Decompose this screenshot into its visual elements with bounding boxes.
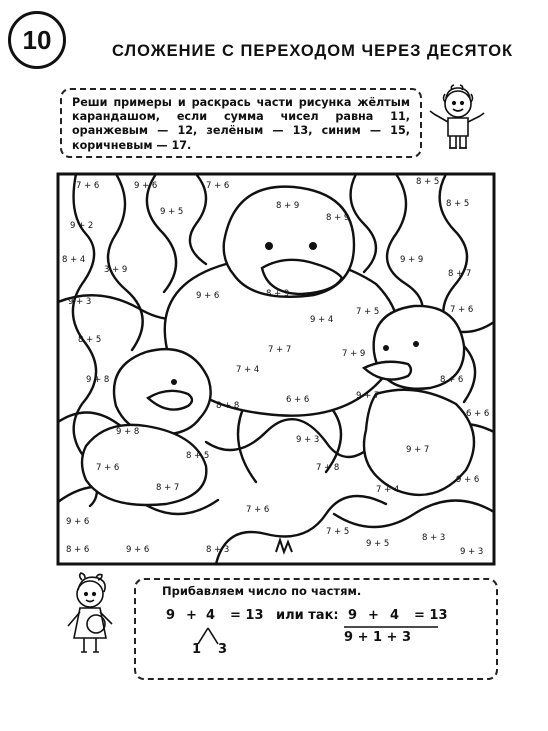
example-label: 7 + 4 [236, 365, 260, 375]
eq1-a: 9 [166, 608, 176, 623]
example-label: 7 + 6 [96, 463, 120, 473]
example-label: 9 + 6 [456, 475, 480, 485]
example-label: 7 + 6 [206, 181, 230, 191]
page-number-badge [8, 11, 66, 69]
example-label: 8 + 6 [440, 375, 464, 385]
page-title: СЛОЖЕНИЕ С ПЕРЕХОДОМ ЧЕРЕЗ ДЕСЯТОК [112, 42, 514, 60]
example-label: 7 + 9 [342, 349, 366, 359]
example-label: 8 + 5 [78, 335, 102, 345]
hint-title: Прибавляем число по частям. [162, 584, 362, 598]
example-label: 8 + 5 [416, 177, 440, 187]
example-label: 7 + 6 [450, 305, 474, 315]
example-label: 8 + 3 [422, 533, 446, 543]
example-label: 8 + 9 [326, 213, 350, 223]
or-label: или так: [276, 608, 339, 623]
eq2-result: = 13 [414, 608, 448, 623]
example-label: 7 + 4 [376, 485, 400, 495]
example-label: 8 + 3 [206, 545, 230, 555]
eq2-a: 9 [348, 608, 358, 623]
eq1-result: = 13 [230, 608, 264, 623]
eq2-line2: 9 + 1 + 3 [344, 630, 412, 645]
example-label: 9 + 8 [86, 375, 110, 385]
part-one: 1 [192, 642, 202, 657]
example-label: 7 + 6 [76, 181, 100, 191]
example-label: 6 + 6 [466, 409, 490, 419]
example-label: 6 + 6 [286, 395, 310, 405]
example-label: 8 + 4 [62, 255, 86, 265]
example-label: 9 + 6 [196, 291, 220, 301]
example-label: 8 + 5 [186, 451, 210, 461]
example-label: 9 + 6 [66, 517, 90, 527]
girl-illustration [60, 572, 124, 658]
hint-lines [136, 580, 500, 682]
hint-box [134, 578, 498, 680]
task-box [60, 88, 422, 158]
eq1-plus: + [186, 608, 197, 623]
example-label: 9 + 7 [356, 391, 380, 401]
example-label: 9 + 9 [400, 255, 424, 265]
example-label: 8 + 7 [156, 483, 180, 493]
example-label: 3 + 9 [104, 265, 128, 275]
example-label: 9 + 3 [296, 435, 320, 445]
eq2-plus: + [368, 608, 379, 623]
example-label: 9 + 3 [68, 297, 92, 307]
example-label: 9 + 6 [126, 545, 150, 555]
example-label: 9 + 6 [134, 181, 158, 191]
example-label: 8 + 9 [266, 289, 290, 299]
eq1-b: 4 [206, 608, 216, 623]
example-label: 7 + 5 [356, 307, 380, 317]
example-label: 9 + 3 [460, 547, 484, 557]
example-label: 9 + 8 [116, 427, 140, 437]
example-label: 8 + 6 [66, 545, 90, 555]
part-two: 3 [218, 642, 228, 657]
example-label: 9 + 7 [406, 445, 430, 455]
example-label: 8 + 5 [446, 199, 470, 209]
example-label: 7 + 8 [316, 463, 340, 473]
example-label: 7 + 6 [246, 505, 270, 515]
example-label: 9 + 5 [366, 539, 390, 549]
example-label: 8 + 8 [216, 401, 240, 411]
example-label: 8 + 9 [276, 201, 300, 211]
example-label: 9 + 5 [160, 207, 184, 217]
example-label: 7 + 5 [326, 527, 350, 537]
eq2-b: 4 [390, 608, 400, 623]
boy-illustration [424, 84, 490, 162]
example-label: 9 + 2 [70, 221, 94, 231]
example-label: 8 + 7 [448, 269, 472, 279]
task-text: Реши примеры и раскрась части рисунка жёлтым карандашом, если сумма чисел равна 11, оранжевым — 12, зелёным — 13, синим — 15, коричневым — 17. [72, 96, 410, 152]
example-label: 7 + 7 [268, 345, 292, 355]
coloring-picture [56, 172, 496, 566]
example-label: 9 + 4 [310, 315, 334, 325]
page-number: 10 [22, 24, 52, 55]
